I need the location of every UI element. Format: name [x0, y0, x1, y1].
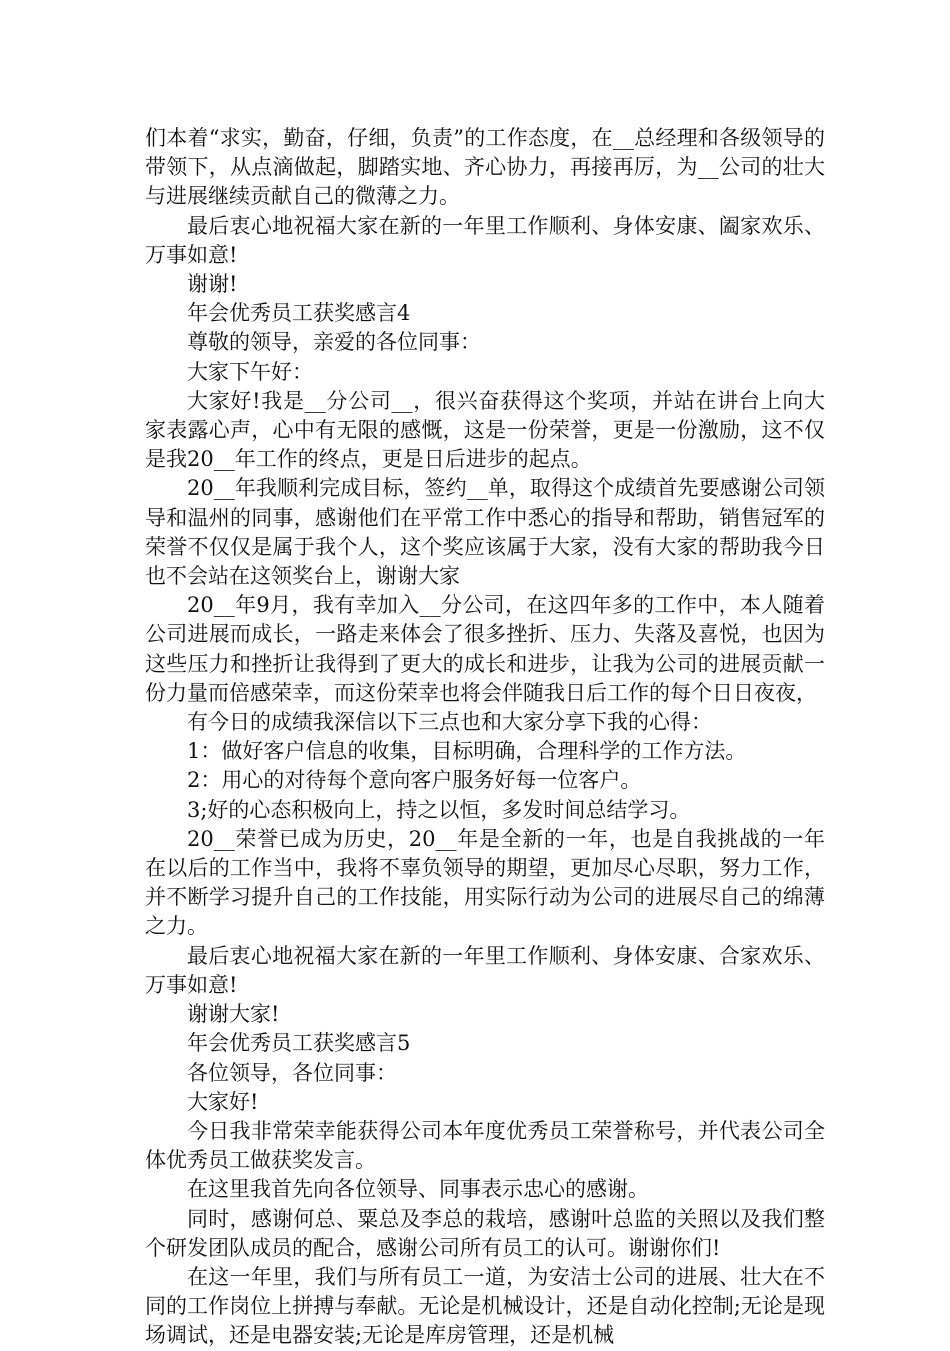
- paragraph: 今日我非常荣幸能获得公司本年度优秀员工荣誉称号，并代表公司全体优秀员工做获奖发言。: [145, 1118, 825, 1173]
- greeting: 大家好!: [187, 1089, 259, 1114]
- paragraph: 20__年9月，我有幸加入__分公司，在这四年多的工作中，本人随着公司进展而成长，一路走来体会了很多挫折、压力、失落及喜悦，也因为这些压力和挫折让我得到了更大的成长和进步，让我为公司的进展贡献一份力量而倍感荣幸，而这份荣幸也将会伴随我日后工作的每个日日夜夜，: [145, 593, 825, 705]
- paragraph: 有今日的成绩我深信以下三点也和大家分享下我的心得：: [187, 710, 712, 735]
- paragraph: 20__荣誉已成为历史，20__年是全新的一年，也是自我挑战的一年在以后的工作当中，我将不辜负领导的期望，更加尽心尽职，努力工作，并不断学习提升自己的工作技能，用实际行动为公司的进展尽自己的绵薄之力。: [145, 826, 825, 939]
- paragraph: 大家好!我是__分公司__，很兴奋获得这个奖项，并站在讲台上向大家表露心声，心中有无限的感慨，这是一份荣誉，更是一份激励，这不仅是我20__年工作的终点，更是日后进步的起点。: [145, 388, 825, 472]
- section-heading: 年会优秀员工获奖感言4: [187, 301, 411, 326]
- list-item: 2：用心的对待每个意向客户服务好每一位客户。: [187, 768, 642, 793]
- list-item: 3;好的心态积极向上，持之以恒，多发时间总结学习。: [187, 797, 691, 822]
- list-item: 1：做好客户信息的收集，目标明确，合理科学的工作方法。: [187, 739, 747, 764]
- paragraph: 在这里我首先向各位领导、同事表示忠心的感谢。: [187, 1177, 649, 1202]
- salutation: 尊敬的领导，亲爱的各位同事：: [187, 330, 481, 355]
- document-body: [145, 124, 825, 1351]
- paragraph: 最后衷心地祝福大家在新的一年里工作顺利、身体安康、阖家欢乐、万事如意!: [145, 213, 825, 267]
- paragraph: 最后衷心地祝福大家在新的一年里工作顺利、身体安康、合家欢乐、万事如意!: [145, 943, 825, 997]
- salutation: 各位领导，各位同事：: [187, 1060, 397, 1085]
- paragraph: 同时，感谢何总、粟总及李总的栽培，感谢叶总监的关照以及我们整个研发团队成员的配合，感谢公司所有员工的认可。谢谢你们!: [145, 1206, 825, 1260]
- paragraph: 谢谢!: [187, 272, 238, 297]
- greeting: 大家下午好：: [187, 359, 313, 384]
- paragraph: 在这一年里，我们与所有员工一道，为安洁士公司的进展、壮大在不同的工作岗位上拼搏与奉献。无论是机械设计，还是自动化控制;无论是现场调试，还是电器安装;无论是库房管理，还是机械: [145, 1264, 825, 1348]
- paragraph: 谢谢大家!: [187, 1002, 280, 1027]
- paragraph: 们本着“求实，勤奋，仔细，负责”的工作态度，在__总经理和各级领导的带领下，从点滴做起，脚踏实地、齐心协力，再接再厉，为__公司的壮大与进展继续贡献自己的微薄之力。: [145, 126, 825, 209]
- paragraph: 20__年我顺利完成目标，签约__单，取得这个成绩首先要感谢公司领导和温州的同事，感谢他们在平常工作中悉心的指导和帮助，销售冠军的荣誉不仅仅是属于我个人，这个奖应该属于大家，没有大家的帮助我今日也不会站在这领奖台上，谢谢大家: [145, 476, 825, 589]
- section-heading: 年会优秀员工获奖感言5: [187, 1031, 411, 1056]
